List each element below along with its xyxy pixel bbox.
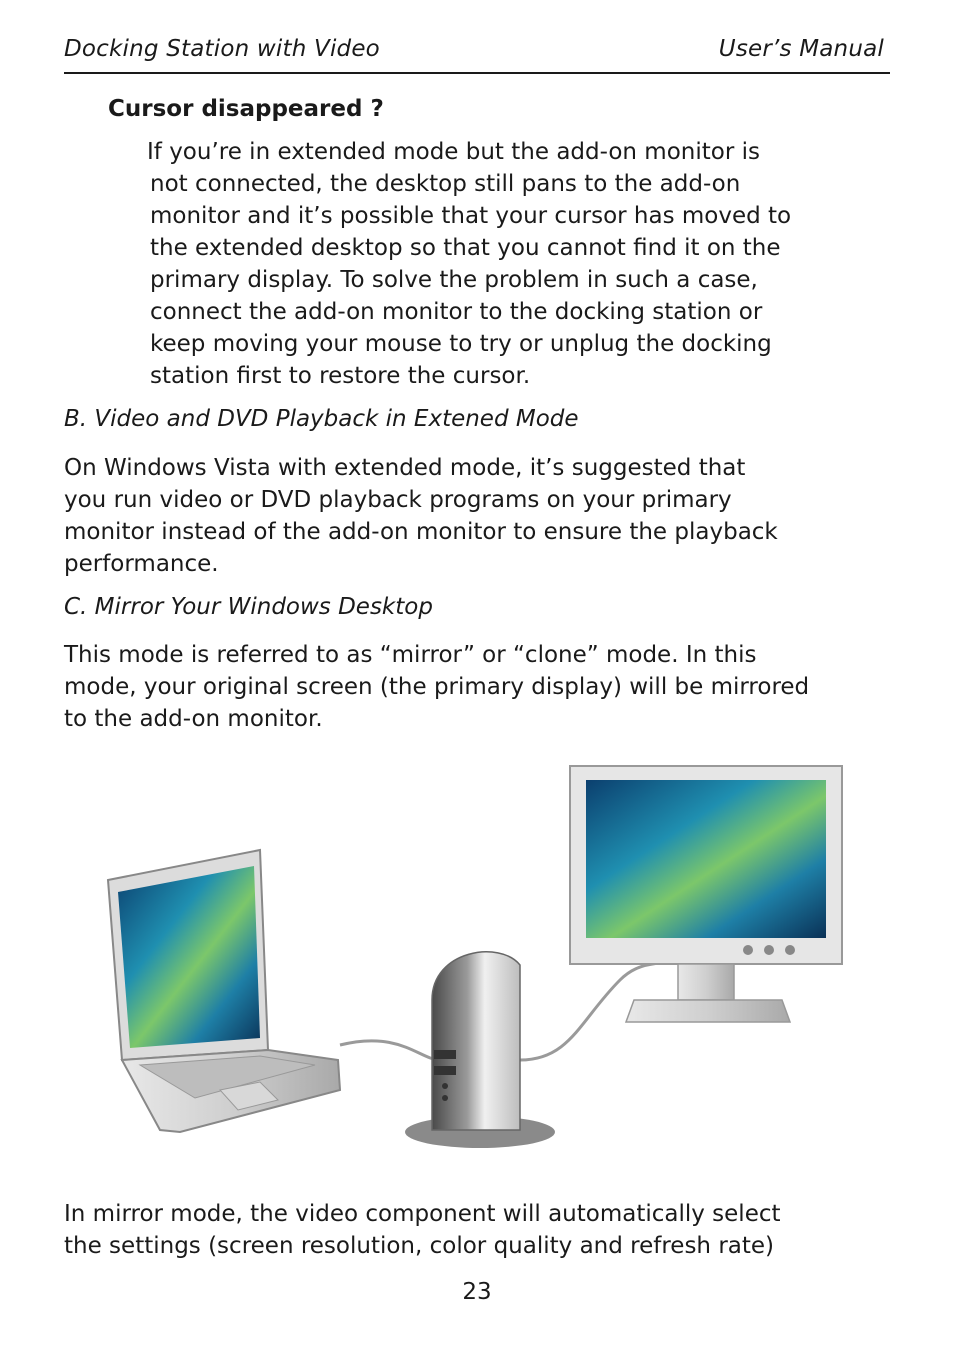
section-c-heading: C. Mirror Your Windows Desktop <box>64 594 433 620</box>
header-title: Docking Station with Video <box>64 36 380 62</box>
cursor-section-title: Cursor disappeared ? <box>108 96 384 122</box>
body-line: station first to restore the cursor. <box>150 363 531 389</box>
docking-station-graphic <box>405 952 555 1148</box>
body-line: mode, your original screen (the primary display) will be mirrored <box>64 674 810 700</box>
body-line: monitor and it’s possible that your cursor has moved to <box>150 203 792 229</box>
section-c-body <box>64 639 884 735</box>
body-line: to the add-on monitor. <box>64 706 323 732</box>
body-line: connect the add-on monitor to the docking station or <box>150 299 763 325</box>
body-line: keep moving your mouse to try or unplug the docking <box>150 331 772 357</box>
body-line: performance. <box>64 551 219 577</box>
mirror-mode-illustration <box>100 760 860 1160</box>
body-line: monitor instead of the add-on monitor to ensure the playback <box>64 519 778 545</box>
cursor-section-body <box>147 136 867 392</box>
body-line: This mode is referred to as “mirror” or “clone” mode. In this <box>64 642 757 668</box>
mirror-mode-illustration-svg <box>100 760 860 1160</box>
page-number: 23 <box>462 1279 492 1305</box>
monitor-graphic <box>570 766 842 1022</box>
header-manual-label: User’s Manual <box>718 36 884 62</box>
body-line: On Windows Vista with extended mode, it’s suggested that <box>64 455 746 481</box>
body-line: In mirror mode, the video component will automatically select <box>64 1201 781 1227</box>
body-line: the extended desktop so that you cannot find it on the <box>150 235 781 261</box>
body-line: you run video or DVD playback programs on your primary <box>64 487 732 513</box>
page-header <box>64 34 890 74</box>
body-line: primary display. To solve the problem in such a case, <box>150 267 758 293</box>
body-line: the settings (screen resolution, color quality and refresh rate) <box>64 1233 775 1259</box>
section-b-heading: B. Video and DVD Playback in Extened Mode <box>64 406 579 432</box>
body-line: not connected, the desktop still pans to the add-on <box>150 171 741 197</box>
section-b-body <box>64 452 884 580</box>
laptop-graphic <box>108 850 340 1132</box>
closing-paragraph <box>64 1198 884 1262</box>
body-line: If you’re in extended mode but the add-on monitor is <box>147 139 760 165</box>
laptop-cable <box>340 1041 440 1060</box>
